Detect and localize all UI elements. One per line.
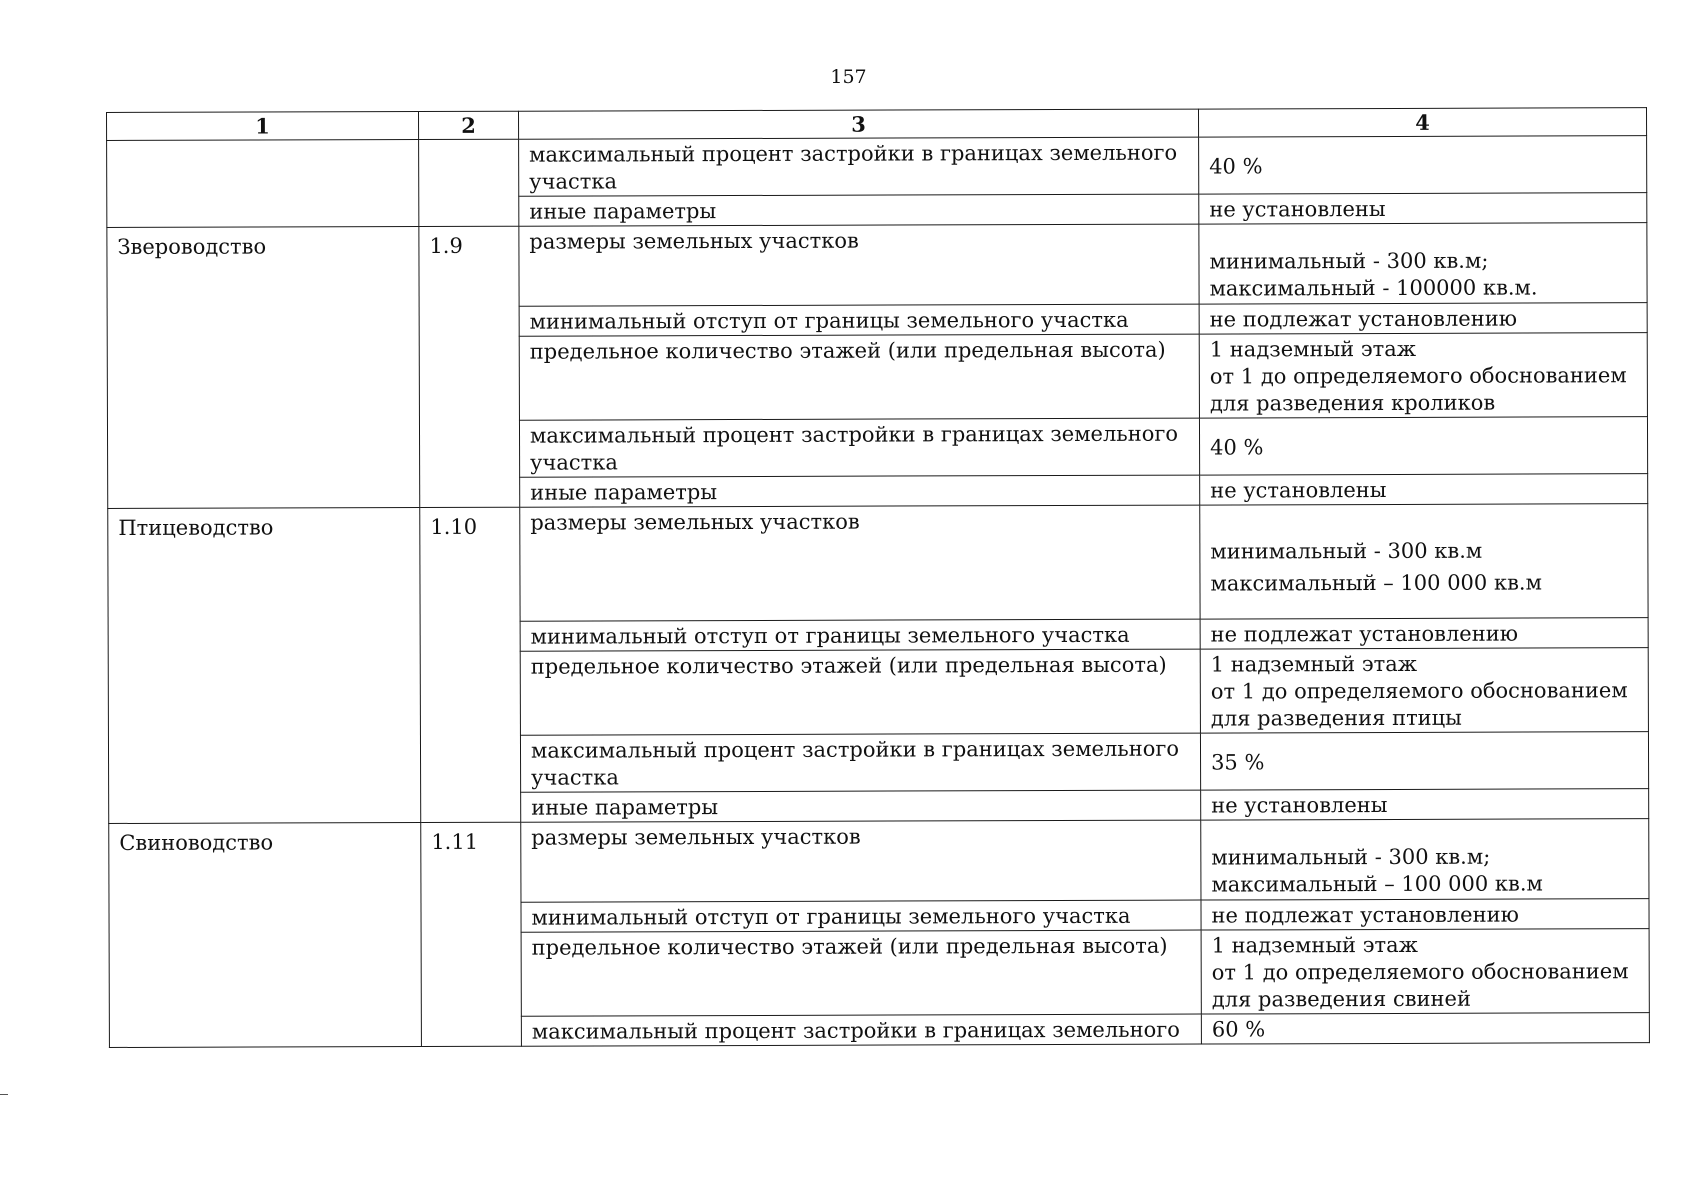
page-number: 157: [830, 66, 867, 88]
table-row: [107, 136, 1647, 198]
floors-line: от 1 до определяемого обоснованием: [1211, 959, 1629, 985]
param-label: максимальный процент застройки в границах земельного участка: [519, 418, 1199, 477]
floors-line: 1 надземный этаж: [1210, 651, 1418, 677]
param-label: иные параметры: [521, 790, 1201, 822]
param-label: максимальный процент застройки в границах земельного: [521, 1014, 1201, 1046]
param-value: не установлены: [1201, 789, 1649, 820]
param-value: [1201, 929, 1649, 1014]
param-label: минимальный отступ от границы земельного участка: [521, 900, 1201, 932]
param-value: не подлежат установлению: [1201, 899, 1649, 930]
size-min: минимальный - 300 кв.м;: [1209, 248, 1489, 274]
table-row: [107, 223, 1647, 308]
param-label: предельное количество этажей (или предельная высота): [521, 930, 1201, 1016]
header-col-2: 2: [419, 111, 519, 139]
param-label: размеры земельных участков: [521, 820, 1201, 902]
size-max: максимальный – 100 000 кв.м: [1211, 871, 1543, 897]
floors-line: для разведения кроликов: [1209, 390, 1496, 416]
param-value: [1199, 333, 1647, 418]
param-value: не подлежат установлению: [1200, 618, 1648, 649]
param-value: 40 %: [1199, 136, 1647, 194]
table-row: [108, 504, 1648, 623]
param-value: не установлены: [1199, 193, 1647, 224]
group-code: 1.10: [420, 507, 521, 822]
param-value: не установлены: [1200, 474, 1648, 505]
floors-line: для разведения свиней: [1211, 986, 1471, 1012]
param-value: не подлежат установлению: [1199, 303, 1647, 334]
header-row: [107, 108, 1647, 141]
header-col-4: 4: [1198, 108, 1646, 137]
header-col-3: 3: [518, 109, 1198, 139]
group-code: 1.9: [419, 226, 520, 507]
group-name: Свиноводство: [109, 823, 422, 1048]
size-max: максимальный - 100000 кв.м.: [1209, 275, 1538, 301]
param-label: иные параметры: [519, 194, 1199, 226]
margin-mark: [0, 1094, 8, 1095]
group-name: Птицеводство: [108, 508, 421, 824]
param-label: максимальный процент застройки в границах земельного участка: [519, 137, 1199, 196]
param-value: [1200, 648, 1648, 733]
floors-line: от 1 до определяемого обоснованием: [1210, 678, 1628, 704]
table-row: [109, 819, 1649, 904]
param-label: иные параметры: [520, 475, 1200, 507]
size-min: минимальный - 300 кв.м: [1210, 538, 1483, 564]
continued-group-code: [419, 139, 519, 226]
continued-group-name: [107, 140, 419, 228]
regulation-table: [106, 107, 1650, 1048]
group-name: Звероводство: [107, 227, 420, 509]
param-label: минимальный отступ от границы земельного участка: [520, 619, 1200, 651]
param-label: максимальный процент застройки в границах земельного участка: [520, 733, 1200, 792]
param-value: 60 %: [1201, 1013, 1649, 1044]
param-label: размеры земельных участков: [519, 224, 1199, 306]
param-label: минимальный отступ от границы земельного участка: [519, 304, 1199, 336]
group-code: 1.11: [421, 822, 522, 1046]
floors-line: от 1 до определяемого обоснованием: [1209, 363, 1627, 389]
size-min: минимальный - 300 кв.м;: [1211, 844, 1491, 870]
param-value: [1200, 504, 1648, 619]
param-value: 35 %: [1200, 732, 1648, 790]
param-value: [1201, 819, 1649, 900]
param-value: 40 %: [1199, 417, 1647, 475]
param-label: размеры земельных участков: [520, 505, 1200, 621]
param-label: предельное количество этажей (или предельная высота): [519, 334, 1199, 420]
floors-line: для разведения птицы: [1210, 705, 1462, 731]
param-label: предельное количество этажей (или предельная высота): [520, 649, 1200, 735]
size-max: максимальный – 100 000 кв.м: [1210, 570, 1542, 596]
floors-line: 1 надземный этаж: [1209, 336, 1417, 362]
floors-line: 1 надземный этаж: [1211, 932, 1418, 958]
header-col-1: 1: [107, 112, 419, 141]
param-value: [1199, 223, 1647, 304]
